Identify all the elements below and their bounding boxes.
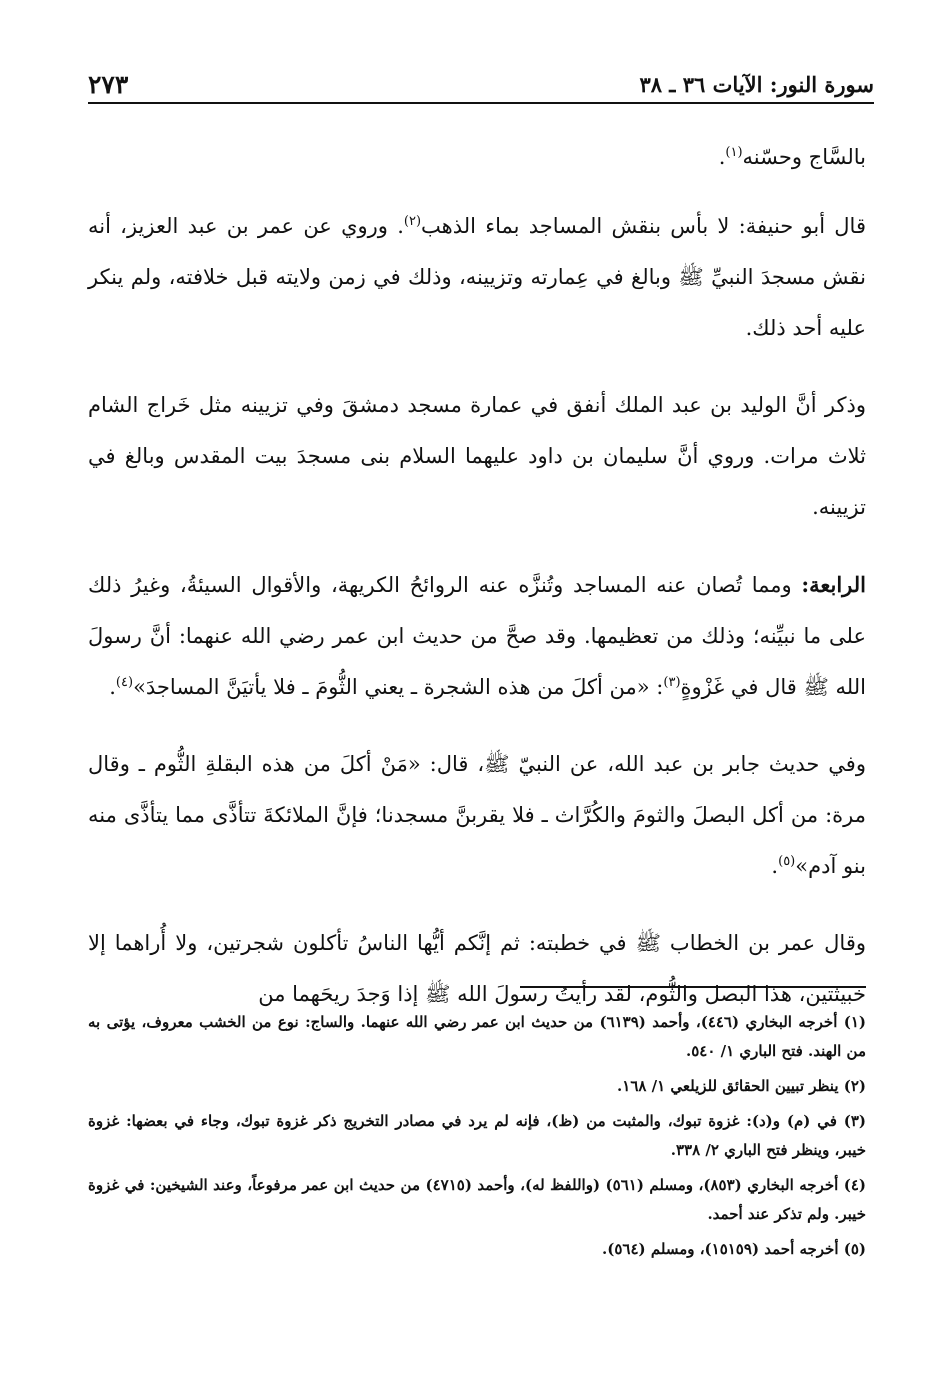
section-lead: الرابعة: (801, 572, 866, 597)
footnote-ref-5[interactable]: (٥) (778, 854, 796, 869)
paragraph-4: الرابعة: ومما تُصان عنه المساجد وتُنزَّه عنه الروائحُ الكريهة، والأقوال السيئةُ، وغيرُ ذلك على ما نبيِّنه؛ وذلك من تعظيمها. وقد صحَّ من حديث ابن عمر رضي الله عنهما: أنَّ رسولَ الله ﷺ قال في غَزْوةٍ$^{(٣)}$: «من أكلَ من هذه الشجرة ـ يعني الثُّومَ ـ فلا يأتيَنَّ المساجدَ»$^{(٤)}$. (88, 572, 866, 699)
paragraph-1: بالسَّاج وحسّنه$^{(١)}$. (718, 145, 866, 169)
paragraph-2: قال أبو حنيفة: لا بأس بنقش المساجد بماء الذهب$^{(٢)}$. وروي عن عمر بن عبد العزيز، أنه نقش مسجدَ النبيِّ ﷺ وبالغ في عِمارته وتزيينه، وذلك في زمن ولايته قبل خلافته، ولم ينكر عليه أحد ذلك. (88, 214, 866, 340)
footnote-ref-3[interactable]: (٣) (663, 675, 681, 690)
footnote-ref-4[interactable]: (٤) (115, 675, 134, 690)
running-title: سورة النور: الآيات ٣٦ ـ ٣٨ (639, 72, 874, 97)
page-number: ٢٧٣ (88, 70, 129, 99)
page-header (88, 62, 874, 104)
footnote-divider (520, 986, 866, 988)
footnote-1: (١) أخرجه البخاري (٤٤٦)، وأحمد (٦١٣٩) من حديث ابن عمر رضي الله عنهما. والساج: نوع من الخشب معروف، يؤتى به من الهند. فتح الباري ١/ ٥٤٠. (88, 1013, 866, 1060)
footnote-ref-2[interactable]: (٢) (403, 214, 422, 229)
paragraph-5: وفي حديث جابر بن عبد الله، عن النبيّ ﷺ، قال: «مَنْ أكلَ من هذه البقلةِ الثُّوم ـ وقال مرة: من أكل البصلَ والثومَ والكُرَّاث ـ فلا يقربنَّ مسجدنا؛ فإنَّ الملائكةَ تتأذَّى مما يتأذَّى منه بنو آدم»$^{(٥)}$. (88, 752, 866, 878)
footnote-ref-1[interactable]: (١) (725, 145, 743, 160)
paragraph-6: وقال عمر بن الخطاب ﷺ في خطبته: ثم إنَّكم أيُّها الناسُ تأكلون شجرتين، ولا أُراهما إلا خبيثتين، هذا البصل والثُّوم، لقد رأيتُ رسولَ الله ﷺ إذا وَجدَ ريحَهما من (88, 931, 866, 1006)
footnote-2: (٢) ينظر تبيين الحقائق للزيلعي ١/ ١٦٨. (617, 1077, 866, 1095)
footnotes (88, 1008, 866, 1270)
main-text (88, 132, 866, 1046)
paragraph-3: وذكر أنَّ الوليد بن عبد الملك أنفق في عمارة مسجد دمشقَ وفي تزيينه مثل خَراج الشام ثلاث مرات. وروي أنَّ سليمان بن داود عليهما السلام بنى مسجدَ بيت المقدس وبالغ في تزيينه. (88, 393, 866, 519)
footnote-3: (٣) في (م) و(د): غزوة تبوك، والمثبت من (ظ)، فإنه لم يرد في مصادر التخريج ذكر غزوة تبوك، وجاء في بعضها: غزوة خيبر، وينظر فتح الباري ٢/ ٣٣٨. (88, 1112, 866, 1159)
footnote-4: (٤) أخرجه البخاري (٨٥٣)، ومسلم (٥٦١) (واللفظ له)، وأحمد (٤٧١٥) من حديث ابن عمر مرفوعاً، وعند الشيخين: في غزوة خيبر. ولم تذكر عند أحمد. (88, 1176, 867, 1223)
footnote-5: (٥) أخرجه أحمد (١٥١٥٩)، ومسلم (٥٦٤). (602, 1240, 866, 1258)
